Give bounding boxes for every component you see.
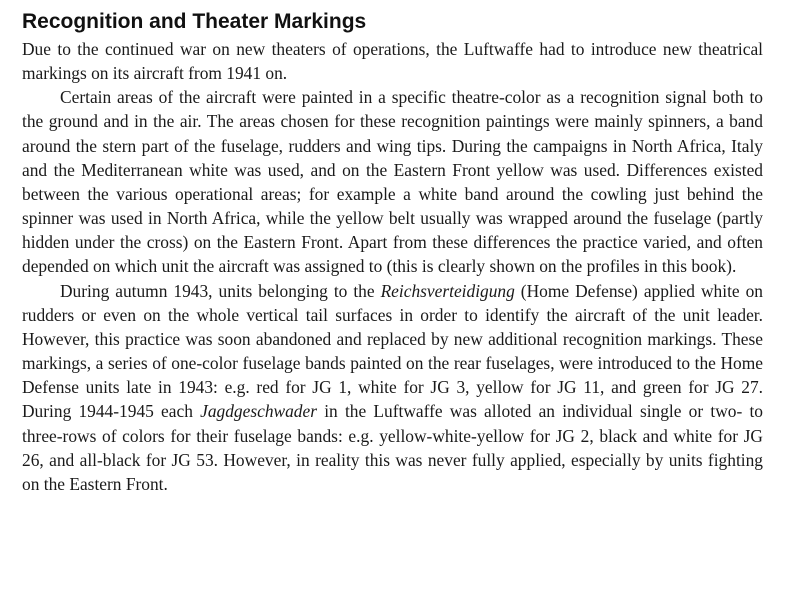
- paragraph-text: During autumn 1943, units belonging to the: [60, 280, 381, 301]
- paragraph-text: in the Luftwaffe was alloted an individual single or two- to three-rows of colors for their fuselage bands: e.g. yellow-white-yellow for JG 2, black and white for JG 26, and all-black for JG 53. However, in reality this was never fully applied, especially by units fighting on the Eastern Front.: [22, 401, 763, 494]
- paragraph-intro: [22, 37, 763, 85]
- paragraph-text: Due to the continued war on new theaters of operations, the Luftwaffe had to introduce new theatrical markings on its aircraft from 1941 on.: [22, 39, 763, 84]
- italic-term-jagdgeschwader: Jagdgeschwader: [200, 401, 317, 422]
- italic-term-reichsverteidigung: Reichsverteidigung: [380, 280, 515, 301]
- paragraph-text: Certain areas of the aircraft were painted in a specific theatre-color as a recognition signal both to the ground and in the air. The areas chosen for these recognition paintings were mainly spinners, a band around the stern part of the fuselage, rudders and wing tips. During the campaigns in North Africa, Italy and the Mediterranean white was used, and on the Eastern Front yellow was used. Differences existed between the various operational areas; for example a white band around the cowling just behind the spinner was used in North Africa, while the yellow belt usually was wrapped around the fuselage (partly hidden under the cross) on the Eastern Front. Apart from these differences the practice varied, and often depended on which unit the aircraft was assigned to (this is clearly shown on the profiles in this book).: [22, 87, 763, 277]
- paragraph-home-defense: [22, 279, 763, 496]
- paragraph-text: (Home Defense) applied white on rudders or even on the whole vertical tail surfaces in order to identify the aircraft of the unit leader. However, this practice was soon abandoned and replaced by new additional recognition markings. These markings, a series of one-color fuselage bands painted on the rear fuselages, were introduced to the Home Defense units late in 1943: e.g. red for JG 1, white for JG 3, yellow for JG 11, and green for JG 27. During 1944-1945 each: [22, 280, 763, 422]
- section-heading: Recognition and Theater Markings: [22, 10, 367, 33]
- paragraph-recognition-areas: [22, 85, 763, 278]
